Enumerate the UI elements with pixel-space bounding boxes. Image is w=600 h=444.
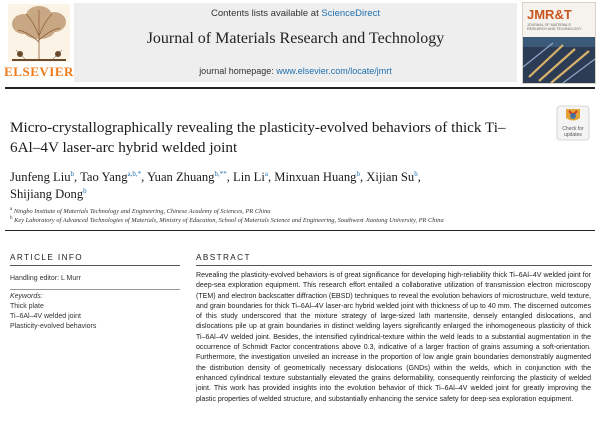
author-list: Junfeng Liu$^b$, Tao Yang$^{a,b,*}$, Yuan Zhuang$^{b,**}$, Lin Li$^a$, Minxuan Huang$^b$, Xijian Su$^b$, Shijiang Dong$^b$ <box>10 169 421 201</box>
contents-prefix: Contents lists available at <box>211 8 322 19</box>
journal-name[interactable]: Journal of Materials Research and Technology <box>146 30 445 47</box>
keyword: Plasticity-evolved behaviors <box>10 323 97 330</box>
check-label-line-2: updates <box>564 132 582 138</box>
cover-art-image <box>523 37 595 83</box>
handling-editor: Handling editor: L Murr <box>10 275 81 282</box>
abstract-body <box>196 271 591 405</box>
keywords-list <box>10 302 96 332</box>
article-info-rule <box>10 265 180 266</box>
cover-title: JMR&T <box>527 7 572 22</box>
sciencedirect-link[interactable]: ScienceDirect <box>321 8 380 19</box>
keywords-label: Keywords: <box>10 293 43 300</box>
cover-subtitle: JOURNAL OF MATERIALS RESEARCH AND TECHNOLOGY <box>527 23 582 32</box>
journal-homepage-line <box>74 66 517 76</box>
homepage-prefix: journal homepage: <box>199 66 277 76</box>
abstract-rule <box>196 265 592 266</box>
homepage-link[interactable]: www.elsevier.com/locate/jmrt <box>276 66 392 76</box>
author[interactable]: Minxuan Huang$^b$ <box>274 169 360 184</box>
check-label-line-1: Check for <box>562 126 584 132</box>
article-info-rule-2 <box>10 289 180 290</box>
keyword: Ti–6Al–4V welded joint <box>10 313 81 320</box>
author[interactable]: Tao Yang$^{a,b,*}$ <box>80 169 142 184</box>
journal-cover-thumbnail[interactable] <box>522 2 596 84</box>
affiliation: $^b$ Key Laboratory of Advanced Technologies of Materials, Ministry of Education, School of Materials Science and Engineering, Southwest Jiaotong University, PR China <box>10 216 444 225</box>
keyword: Thick plate <box>10 303 44 310</box>
author[interactable]: Lin Li$^a$ <box>233 169 268 184</box>
contents-line <box>74 8 517 19</box>
affiliation: $^a$ Ningbo Institute of Materials Technology and Engineering, Chinese Academy of Sciences, PR China <box>10 207 271 216</box>
article-title: Micro-crystallographically revealing the plasticity-evolved behaviors of thick Ti–6Al–4V laser-arc hybrid welded joint <box>10 119 506 156</box>
author[interactable]: Shijiang Dong$^b$ <box>10 186 87 201</box>
abstract-paragraph: Revealing the plasticity-evolved behaviors is of great significance for developing high-reliability thick Ti–6Al–4V welded joint for deep-sea exploration equipment. This research effort entailed a collaborative utilization of transmission electron microscopy (TEM) and electron backscatter diffraction (EBSD) techniques to reveal the evolution behaviors of microstructure, weld texture, and grain boundaries for thick Ti–6Al–4V laser-arc hybrid welded joint with thickness of up to 40 mm. The discerned outcomes of this study underscored that the mixture strategy of large-sized lath martensite, densely entangled dislocations, and dislocations pile up at grain boundaries in distinct welding layers significantly enlarged the inhomogeneous plasticity of thick Ti–6Al–4V welded joint. Besides, the intensified cylindrical-texture within the weld leads to a substantial augmentation in the occurrence of Schmidt Factor concentrations above 0.3, indicative of a larger fraction of grains assuming a soft-orientation. Furthermore, the investigation unveiled an increase in the proportion of low angle grain boundaries demonstrably augmented the distribution density of geometrically necessary dislocations (GNDs) within the welds, which in conjunction with the enhanced cylindrical texture substantially elevated the grains deformability, consequently reinforcing the plasticity of welded joint. This work has provided insights into the evolution behavior of thick Ti–6Al–4V welded joint for greatly improving the plastic properties of welded structure, and substantially enhancing the service safety for deep-sea exploration equipment. <box>196 272 591 403</box>
author[interactable]: Junfeng Liu$^b$ <box>10 169 75 184</box>
check-for-updates-label[interactable] <box>550 126 596 138</box>
header-rule <box>5 87 595 89</box>
author[interactable]: Xijian Su$^b$ <box>366 169 418 184</box>
section-rule <box>5 230 595 231</box>
author[interactable]: Yuan Zhuang$^{b,**}$ <box>146 169 227 184</box>
article-info-heading: ARTICLE INFO <box>10 253 84 262</box>
elsevier-wordmark: ELSEVIER <box>4 64 74 79</box>
abstract-heading: ABSTRACT <box>196 253 251 262</box>
